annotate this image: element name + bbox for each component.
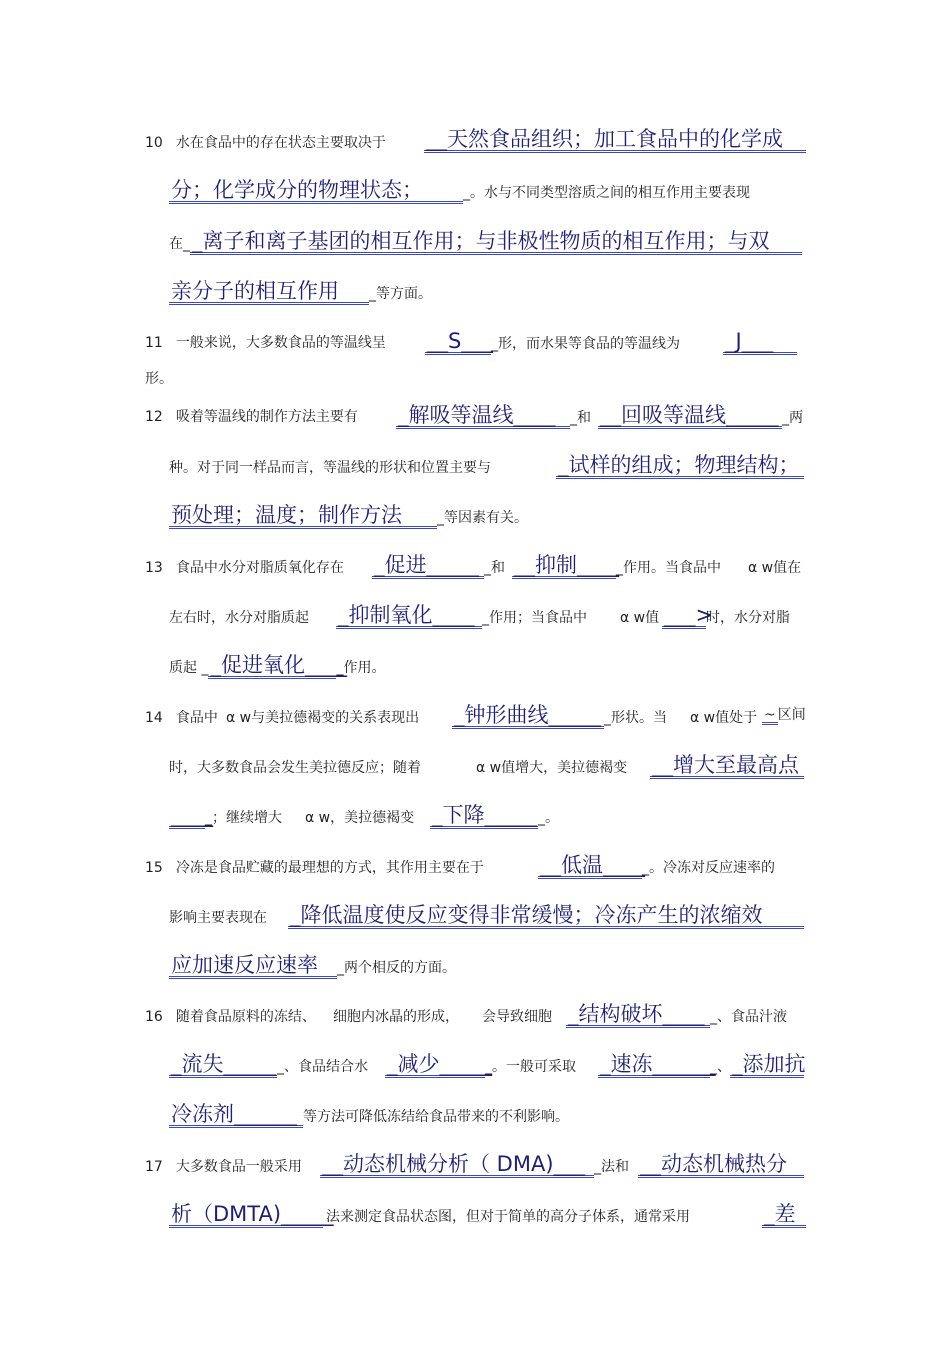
question-17-text-3: [326, 1208, 690, 1224]
question-text: 在_: [169, 236, 190, 252]
answer-blank: _添加抗: [732, 1052, 806, 1076]
question-11-answer-1: [425, 331, 680, 355]
question-14-answer-1: [452, 705, 667, 729]
answer-blank: ~: [764, 707, 776, 723]
answer-blank: __低温____: [540, 853, 645, 877]
question-17-line-2: [169, 1202, 334, 1228]
question-text: α w值在: [748, 560, 802, 576]
question-text: _。一般可采取: [485, 1059, 576, 1075]
question-13-line-1: [145, 559, 344, 575]
question-number: 17: [145, 1159, 163, 1175]
question-text: _和: [570, 410, 591, 426]
question-16-text-3: [482, 1008, 552, 1024]
question-15-answer-2a: [288, 905, 804, 929]
question-16-answer-5a: [730, 1054, 804, 1078]
question-text: _；继续增大: [205, 810, 282, 826]
answer-blank: _离子和离子基团的相互作用；与非极性物质的相互作用；与双: [190, 231, 802, 255]
question-13-answer-4: [662, 605, 790, 629]
question-10-line-3: [169, 231, 802, 255]
question-text: 水在食品中的存在状态主要取决于: [175, 135, 386, 151]
question-14-aw-3: [476, 759, 627, 775]
answer-blank: _钟形曲线_____: [452, 705, 604, 729]
question-text: _。: [538, 810, 559, 826]
question-number: 13: [145, 560, 163, 576]
question-14-line-2: [169, 759, 421, 775]
question-16-text-2: [333, 1008, 459, 1024]
question-11-answer-2: [723, 331, 797, 355]
answer-blank: 分；化学成分的物理状态；: [169, 180, 463, 204]
question-text: 食品中: [175, 710, 218, 726]
question-13-aw-1: [748, 559, 801, 575]
question-17-line-1: [145, 1158, 302, 1174]
answer-blank: __天然食品组织；加工食品中的化学成: [424, 129, 806, 153]
question-17-answer-1: [320, 1154, 629, 1178]
question-text: 法来测定食品状态图，但对于简单的高分子体系，通常采用: [326, 1209, 690, 1225]
question-text: 等方法可降低冻结给食品带来的不利影响。: [303, 1109, 569, 1125]
question-text: _、食品汁液: [710, 1009, 787, 1025]
question-11-line-2: [145, 370, 173, 386]
answer-blank: _减少_____: [387, 1052, 492, 1076]
question-15-line-2: [169, 909, 267, 925]
answer-blank: _速冻______: [600, 1052, 716, 1076]
question-12-answer-2: [598, 405, 803, 429]
question-text: 形。: [145, 371, 173, 387]
question-text: 冷冻是食品贮藏的最理想的方式，其作用主要在于: [175, 860, 484, 876]
question-text: 种。对于同一样品而言，等温线的形状和位置主要与: [169, 460, 491, 476]
question-17-answer-3: [762, 1204, 806, 1228]
question-14-line-1: [145, 709, 218, 725]
question-text: _。水与不同类型溶质之间的相互作用主要表现: [463, 185, 750, 201]
question-15-answer-1: [538, 855, 775, 879]
question-10-answer-1a: [424, 129, 806, 153]
answer-blank: _促进氧化____: [210, 653, 347, 677]
question-text: _两: [782, 410, 803, 426]
question-text: _。冷冻对反应速率的: [642, 860, 775, 876]
answer-blank: _抑制氧化____: [336, 605, 482, 629]
question-13-line-3: [169, 653, 386, 679]
answer-blank: _降低温度使反应变得非常缓慢；冷冻产生的浓缩效: [288, 905, 804, 929]
question-text: 时，大多数食品会发生美拉德反应；随着: [169, 760, 421, 776]
question-text: _形状。当: [604, 710, 667, 726]
question-13-line-2: [169, 609, 309, 625]
question-text: _形，而水果等食品的等温线为: [491, 336, 680, 352]
answer-blank: _下降_____: [432, 803, 537, 827]
answer-blank: __回吸等温线_____: [598, 405, 782, 429]
question-16-answer-3: [385, 1054, 576, 1078]
question-number: 16: [145, 1009, 163, 1025]
answer-blank: 析（DMTA)_____: [171, 1202, 334, 1226]
question-text: _和: [484, 560, 505, 576]
answer-blank: ___>: [664, 603, 714, 627]
question-text: α w值: [620, 610, 660, 626]
answer-blank: _流失_____: [171, 1052, 276, 1076]
answer-blank: _结构破坏____: [566, 1004, 710, 1028]
question-16-line-2: [169, 1054, 368, 1078]
question-13-answer-1: [372, 555, 505, 579]
answer-blank: __S___: [427, 329, 493, 353]
question-13-aw-2: [620, 609, 659, 625]
question-16-answer-4: [598, 1054, 731, 1078]
question-text: 大多数食品一般采用: [175, 1159, 302, 1175]
answer-blank: _差: [762, 1204, 806, 1228]
question-text: _作用。当食品中: [616, 560, 721, 576]
question-text: 随着食品原料的冻结、: [175, 1009, 316, 1025]
question-text: 会导致细胞: [482, 1009, 552, 1025]
answer-blank: __动态机械热分: [638, 1154, 804, 1178]
answer-blank: _试样的组成；物理结构；: [556, 455, 804, 479]
question-16-line-3: [169, 1104, 569, 1128]
question-text: α w与美拉德褐变的关系表现出: [226, 710, 420, 726]
question-12-line-2: [169, 459, 491, 475]
question-15-line-1: [145, 859, 484, 875]
question-12-answer-1: [396, 405, 591, 429]
question-11-line-1: [145, 334, 386, 350]
question-number: 12: [145, 409, 163, 425]
question-text: 时，水分对脂: [706, 610, 790, 626]
question-text: 影响主要表现在: [169, 910, 267, 926]
question-text: _等因素有关。: [437, 510, 528, 526]
question-14-aw-1: [226, 709, 419, 725]
question-12-line-1: [145, 408, 358, 424]
question-number: 15: [145, 860, 163, 876]
question-text: α w，美拉德褐变: [305, 810, 415, 826]
question-16-answer-1: [566, 1004, 787, 1028]
question-14-line-3: [169, 805, 282, 829]
answer-blank: 预处理；温度；制作方法: [169, 505, 437, 529]
question-number: 11: [145, 335, 163, 351]
answer-blank: __动态机械分析（ DMA)___: [320, 1154, 594, 1178]
question-text: _等方面。: [369, 286, 432, 302]
answer-blank: _J___: [723, 331, 797, 355]
question-text: _两个相反的方面。: [337, 960, 456, 976]
question-text: 食品中水分对脂质氧化存在: [175, 560, 344, 576]
answer-blank: ____: [171, 803, 213, 827]
question-text: 区间: [777, 707, 806, 723]
answer-blank: __抑制____: [514, 553, 619, 577]
question-14-answer-4: [430, 805, 559, 829]
question-14-aw-4: [305, 809, 414, 825]
question-number: 14: [145, 710, 163, 726]
answer-blank: __增大至最高点: [650, 755, 804, 779]
question-number: 10: [145, 135, 163, 151]
question-17-answer-2a: [638, 1154, 804, 1178]
question-text: α w值处于: [690, 710, 758, 726]
question-12-answer-3a: [556, 455, 804, 479]
question-16-line-1: [145, 1008, 316, 1024]
question-text: 细胞内冰晶的形成，: [333, 1009, 459, 1025]
question-12-line-3: [169, 505, 528, 529]
question-13-answer-3: [336, 605, 587, 629]
answer-blank: _促进_____: [372, 555, 484, 579]
question-14-aw-2: [690, 709, 757, 725]
question-text: 一般来说，大多数食品的等温线呈: [175, 335, 386, 351]
question-13-answer-2: [512, 555, 721, 579]
question-text: _法和: [594, 1159, 629, 1175]
answer-blank: 亲分子的相互作用: [169, 281, 369, 305]
question-text: 吸着等温线的制作方法主要有: [175, 409, 358, 425]
question-text: α w值增大，美拉德褐变: [476, 760, 628, 776]
question-14-answer-2: [762, 706, 806, 725]
question-text: _作用；当食品中: [482, 610, 587, 626]
answer-blank: 应加速反应速率: [169, 955, 337, 979]
question-15-line-3: [169, 955, 456, 979]
answer-blank: _解吸等温线____: [396, 405, 570, 429]
question-text: 左右时，水分对脂质起: [169, 610, 309, 626]
question-10-line-1: [145, 134, 386, 150]
answer-blank: 冷冻剂______: [169, 1104, 303, 1128]
question-text: _作用。: [336, 660, 386, 676]
question-text: _、食品结合水: [277, 1059, 368, 1075]
question-text: _、: [710, 1059, 731, 1075]
question-10-line-4: [169, 281, 432, 305]
question-10-line-2: [169, 180, 750, 204]
question-text: 质起 _: [169, 660, 209, 676]
question-14-answer-3a: [650, 755, 804, 779]
